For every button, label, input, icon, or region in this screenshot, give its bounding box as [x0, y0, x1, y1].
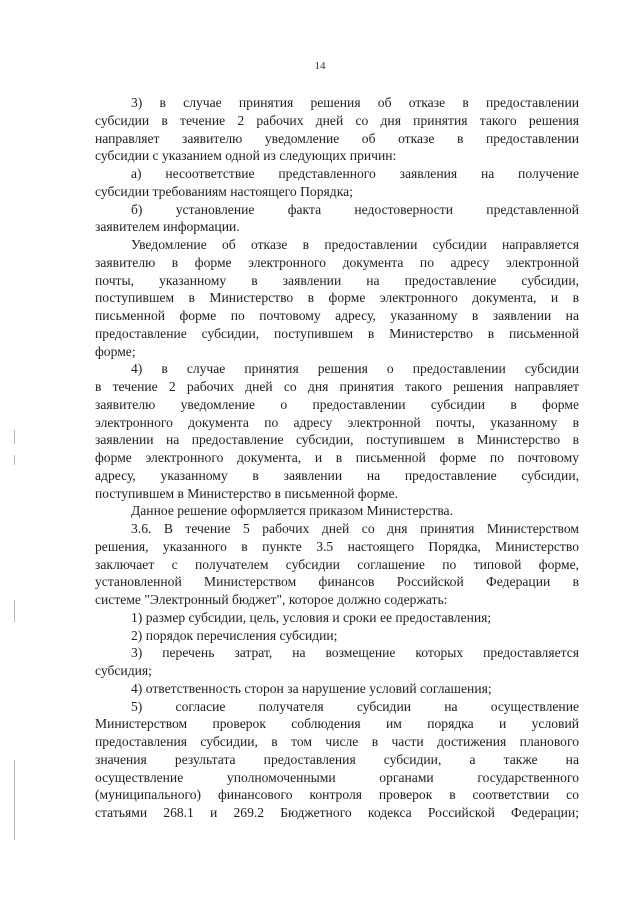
text-line: направляет заявителю уведомление об отказе в предоставлении	[95, 130, 579, 146]
text-line: в течение 2 рабочих дней со дня принятия такого решения направляет	[95, 379, 579, 394]
text-line: поступившем в Министерство в письменной форме.	[95, 485, 398, 501]
text-line: субсидия;	[95, 663, 152, 678]
text-line: 3) в случае принятия решения об отказе в предоставлении	[131, 95, 579, 110]
text-line: решения, указанного в пункте 3.5 настоящего Порядка, Министерство	[95, 538, 579, 554]
text-line: субсидии в течение 2 рабочих дней со дня принятия такого решения	[95, 112, 579, 128]
text-line: предоставление субсидии, поступившем в Министерство в письменной	[95, 325, 579, 341]
text-line: субсидии требованиям настоящего Порядка;	[95, 183, 353, 199]
text-line: заявителю в форме электронного документа по адресу электронной	[95, 254, 579, 270]
text-line: 1) размер субсидии, цель, условия и сроки ее предоставления;	[131, 609, 492, 625]
text-line: предоставления субсидии, в том числе в части достижения планового	[95, 734, 579, 749]
text-line: письменной форме по почтовому адресу, указанному в заявлении на	[95, 308, 579, 323]
text-line: заявителем информации.	[95, 219, 240, 235]
text-line: заявлении на предоставление субсидии, поступившем в Министерство в	[95, 432, 579, 448]
text-line: статьями 268.1 и 269.2 Бюджетного кодекса Российской Федерации;	[95, 805, 579, 820]
text-line: почты, указанному в заявлении на предоставление субсидии,	[95, 272, 579, 288]
text-line: 4) ответственность сторон за нарушение условий соглашения;	[131, 680, 492, 696]
text-line: а) несоответствие представленного заявления на получение	[131, 166, 579, 181]
text-line: форме электронного документа, и в письменной форме по почтовому	[95, 450, 579, 465]
text-line: 5) согласие получателя субсидии на осуществление	[131, 698, 579, 714]
scan-margin-mark	[14, 455, 15, 465]
text-line: форме;	[95, 343, 136, 359]
text-line: осуществление уполномоченными органами государственного	[95, 769, 579, 785]
scan-margin-mark	[14, 430, 15, 444]
scan-margin-mark	[14, 760, 15, 840]
text-line: (муниципального) финансового контроля проверок в соответствии со	[95, 787, 579, 803]
text-line: Уведомление об отказе в предоставлении субсидии направляется	[131, 237, 579, 252]
text-line: заявителю уведомление о предоставлении субсидии в форме	[95, 396, 579, 412]
text-line: адресу, указанному в заявлении на предоставление субсидии,	[95, 467, 579, 483]
text-line: Данное решение оформляется приказом Министерства.	[131, 503, 453, 519]
text-line: поступившем в Министерство в форме электронного документа, и в	[95, 290, 579, 306]
text-line: значения результата предоставления субсидии, а также на	[95, 751, 579, 767]
text-line: 3.6. В течение 5 рабочих дней со дня принятия Министерством	[131, 521, 579, 536]
scan-margin-mark	[14, 600, 15, 622]
page-number: 14	[314, 60, 326, 72]
text-line: субсидии с указанием одной из следующих причин:	[95, 148, 397, 164]
document-body	[95, 94, 579, 822]
text-line: электронного документа по адресу электронной почты, указанному в	[95, 414, 579, 430]
text-line: системе "Электронный бюджет", которое должно содержать:	[95, 592, 448, 607]
text-line: установленной Министерством финансов Российской Федерации в	[95, 574, 579, 590]
text-line: 3) перечень затрат, на возмещение которых предоставляется	[131, 645, 579, 661]
text-line: 4) в случае принятия решения о предоставлении субсидии	[131, 361, 579, 377]
text-line: 2) порядок перечисления субсидии;	[131, 627, 338, 643]
text-line: б) установление факта недостоверности представленной	[131, 201, 579, 217]
text-line: Министерством проверок соблюдения им порядка и условий	[95, 716, 579, 732]
text-line: заключает с получателем субсидии соглашение по типовой форме,	[95, 556, 579, 572]
